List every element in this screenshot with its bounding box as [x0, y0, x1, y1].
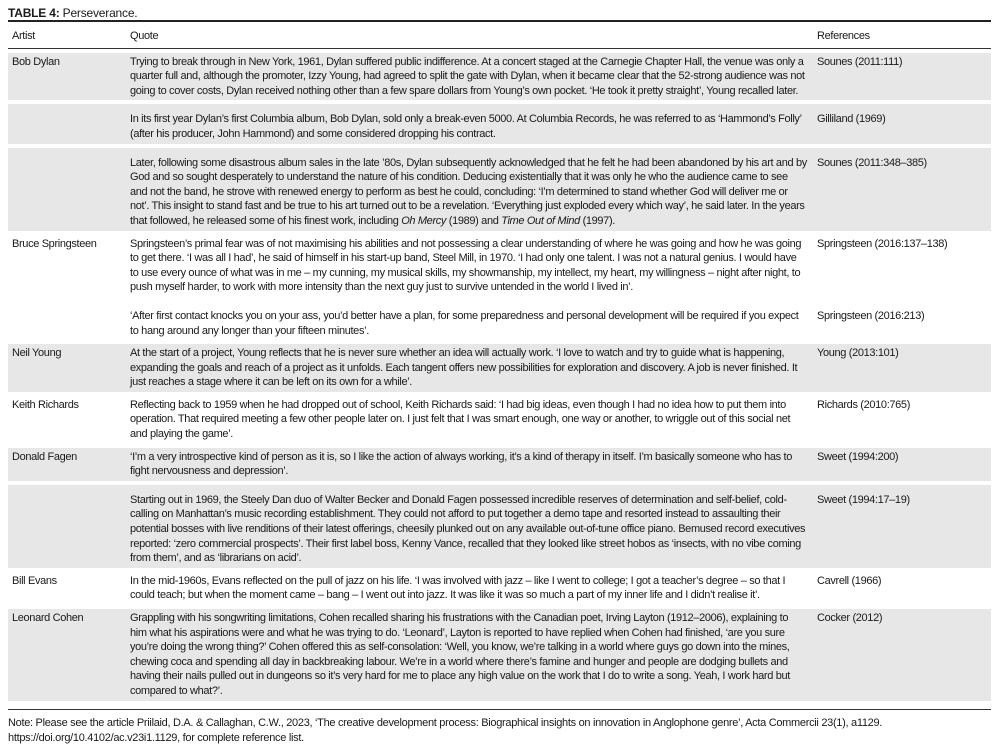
table-caption [8, 6, 991, 20]
quote-cell: Grappling with his songwriting limitations, Cohen recalled sharing his frustrations with the Canadian poet, Irving Layton (1912–2006), explaining to him what his aspirations were and what he was trying to do. ‘Leonard’, Layton is reported to have replied when Cohen had finished, ‘are you sure you’re doing the wrong thing?’ Cohen offered this as self-consolation: ‘Well, you know, we’re talking in a world where guys go down into the mines, chewing coca and spending all day in backbreaking labour. We’re in a world where there’s famine and hunger and people are dodging bullets and having their nails pulled out in dungeons so it’s very hard for me to place any high value on the work that I do to write a song. Yeah, I work hard but compared to what?’. [126, 609, 813, 701]
table-container [8, 6, 991, 705]
reference-cell: Young (2013:101) [813, 344, 991, 392]
quote-cell: In its first year Dylan’s first Columbia album, Bob Dylan, sold only a break-even 5000. At Columbia Records, he was referred to as ‘Hammond’s Folly’ (after his producer, John Hammond) and some considered dropping his contract. [126, 104, 813, 143]
table-row [8, 344, 991, 392]
reference-cell: Gilliland (1969) [813, 104, 991, 143]
table-row [8, 485, 991, 568]
table-row [8, 301, 991, 340]
table-body [8, 53, 991, 701]
table-row [8, 609, 991, 701]
caption-label: TABLE 4: [8, 6, 60, 20]
perseverance-table [8, 20, 991, 705]
reference-cell: Cocker (2012) [813, 609, 991, 701]
artist-cell: Bill Evans [12, 574, 57, 587]
artist-cell [8, 485, 126, 568]
quote-cell: Trying to break through in New York, 1961, Dylan suffered public indifference. At a concert staged at the Carnegie Chapter Hall, the venue was only a quarter full and, although the promoter, Izzy Young, had agreed to split the gate with Dylan, when it became clear that the 52-strong audience was not going to cover costs, Dylan received nothing other than a few spare dollars from Young’s own pocket. ‘He took it pretty straight’, Young recalled later. [126, 53, 813, 101]
quote-text: (1997). [579, 214, 615, 227]
quote-cell: ‘I’m a very introspective kind of person as it is, so I like the action of always working, it’s a kind of therapy in itself. I’m basically someone who has to fight nervousness and depression’. [126, 448, 813, 481]
album-title: Oh Mercy [401, 214, 447, 227]
artist-cell [8, 301, 126, 340]
artist-cell: Neil Young [8, 344, 126, 392]
quote-cell: ‘After first contact knocks you on your ass, you’d better have a plan, for some preparedness and personal development will be required if you expect to hang around any longer than your fifteen minutes’. [130, 309, 799, 337]
artist-cell [8, 148, 126, 231]
artist-cell: Donald Fagen [8, 448, 126, 481]
table-row [8, 148, 991, 231]
artist-cell: Bruce Springsteen [12, 237, 97, 250]
reference-cell: Sounes (2011:348–385) [813, 148, 991, 231]
quote-cell: In the mid-1960s, Evans reflected on the pull of jazz on his life. ‘I was involved with jazz – like I went to college; I got a teacher’s degree – so that I could teach; but when the moment came – bang – I went out into jazz. It was like it was so much a part of my inner life and I didn’t realise it’. [130, 574, 786, 602]
reference-cell: Sounes (2011:111) [813, 53, 991, 101]
reference-cell: Richards (2010:765) [817, 398, 911, 411]
table-row [8, 572, 991, 605]
quote-cell: At the start of a project, Young reflects that he is never sure whether an idea will actually work. ‘I love to watch and try to guide what is happening, expanding the goals and reach of a project as it unfolds. Each tangent offers new possibilities for exploration and discovery. A job is never finished. It just reaches a stage where it can be left on its own for a while’. [126, 344, 813, 392]
quote-cell: Starting out in 1969, the Steely Dan duo of Walter Becker and Donald Fagen possessed incredible reserves of determination and self-belief, cold-calling on Manhattan’s music recording establishment. They could not afford to put together a demo tape and resorted instead to assaulting their potential bosses with live renditions of their latest offerings, cheesily plunked out on any available out-of-tune office piano. Bemused record executives reported: ‘zero commercial prospects’. Their first label boss, Kenny Vance, recalled that they looked like street hobos as ‘insects, with no vibe coming from them’, and as ‘librarians on acid’. [126, 485, 813, 568]
table-row [8, 104, 991, 143]
header-artist: Artist [8, 26, 126, 49]
quote-text: Later, following some disastrous album sales in the late ’80s, Dylan subsequently acknowledged that he felt he had been abandoned by his art and by God and so sought desperately to understand the nature of his condition. Deducing existentially that it was only he who the audience came to see and not the band, he strove with renewed energy to perform as best he could, concluding: ‘I’m determined to stand whether God will deliver me or not’. This insight to stand fast and be true to his art turned out to be a revelation. ‘Everything just exploded every which way’, he said later. In the years that followed, he released some of his finest work, including [130, 156, 807, 227]
header-quote: Quote [126, 26, 813, 49]
header-row [8, 26, 991, 49]
table-row [8, 396, 991, 444]
artist-cell: Keith Richards [12, 398, 79, 411]
table-row [8, 448, 991, 481]
header-references: References [813, 26, 991, 49]
artist-cell [8, 104, 126, 143]
quote-cell: Springsteen’s primal fear was of not maximising his abilities and not possessing a clear understanding of where he was going and how he was going to get there. ‘I was all I had’, he said of himself in his start-up band, Steel Mill, in 1970. ‘I had only one talent. I was not a natural genius. I would have to use every ounce of what was in me – my cunning, my musical skills, my showmanship, my intellect, my heart, my willingness – night after night, to push myself harder, to work with more intensity than the next guy just to survive untended in the world I lived in’. [130, 237, 802, 294]
reference-cell: Sweet (1994:200) [813, 448, 991, 481]
reference-cell: Springsteen (2016:137–138) [817, 237, 948, 250]
quote-cell [126, 148, 813, 231]
album-title: Time Out of Mind [501, 214, 580, 227]
table-row [8, 53, 991, 101]
reference-cell: Sweet (1994:17–19) [813, 485, 991, 568]
quote-text: (1989) and [446, 214, 502, 227]
artist-cell: Bob Dylan [8, 53, 126, 101]
table-note: Note: Please see the article Priilaid, D.A. & Callaghan, C.W., 2023, ‘The creative development process: Biographical insights on innovation in Anglophone genre’, Acta Commercii 23(1), a1129. https://doi.org/10.4102/ac.v23i1.1129, for complete reference list. [8, 709, 991, 746]
quote-cell: Reflecting back to 1959 when he had dropped out of school, Keith Richards said: ‘I had big ideas, even though I had no idea how to put them into operation. That required meeting a few other people later on. I just felt that I was smart enough, one way or another, to wriggle out of this social net and playing the game’. [130, 398, 791, 441]
reference-cell: Springsteen (2016:213) [817, 309, 925, 322]
caption-title: Perseverance. [62, 6, 138, 20]
reference-cell: Cavrell (1966) [817, 574, 882, 587]
table-row [8, 235, 991, 297]
artist-cell: Leonard Cohen [8, 609, 126, 701]
